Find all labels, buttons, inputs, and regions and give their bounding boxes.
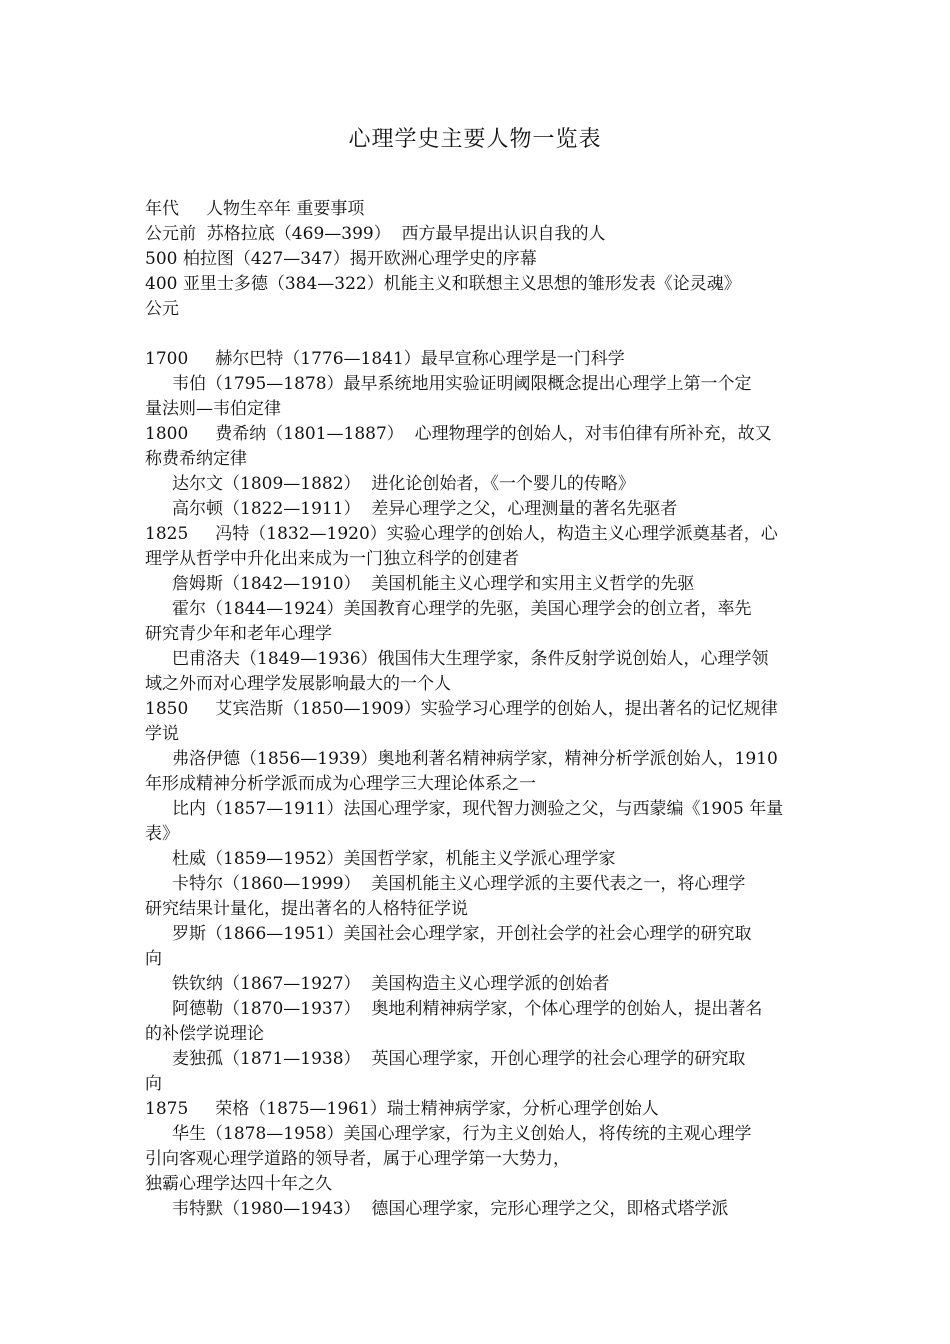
text-line: 弗洛伊德（1856—1939）奥地利著名精神病学家，精神分析学派创始人，1910 [145, 749, 778, 769]
text-line: 1825 冯特（1832—1920）实验心理学的创始人，构造主义心理学派奠基者，心 [145, 524, 778, 544]
document-body [145, 197, 808, 1222]
text-line: 研究结果计量化，提出著名的人格特征学说 [145, 899, 468, 919]
text-line: 韦伯（1795—1878）最早系统地用实验证明阈限概念提出心理学上第一个定 [145, 374, 752, 394]
text-line: 杜威（1859—1952）美国哲学家，机能主义学派心理学家 [145, 849, 616, 869]
text-line [145, 322, 808, 347]
text-line: 理学从哲学中升化出来成为一门独立科学的创建者 [145, 549, 519, 569]
text-line: 500 柏拉图（427—347）揭开欧洲心理学史的序幕 [145, 249, 537, 269]
text-line: 高尔顿（1822—1911） 差异心理学之父，心理测量的著名先驱者 [145, 499, 678, 519]
text-line: 1850 艾宾浩斯（1850—1909）实验学习心理学的创始人，提出著名的记忆规律 [145, 699, 778, 719]
text-line: 研究青少年和老年心理学 [145, 624, 332, 644]
text-line: 量法则—韦伯定律 [145, 399, 281, 419]
text-line: 韦特默（1980—1943） 德国心理学家，完形心理学之父，即格式塔学派 [145, 1199, 729, 1219]
text-line: 比内（1857—1911）法国心理学家，现代智力测验之父，与西蒙编《1905 年量 [145, 799, 784, 819]
text-line: 1875 荣格（1875—1961）瑞士精神病学家，分析心理学创始人 [145, 1099, 659, 1119]
text-line: 霍尔（1844—1924）美国教育心理学的先驱，美国心理学会的创立者，率先 [145, 599, 752, 619]
text-line: 学说 [145, 724, 179, 744]
text-line: 1800 费希纳（1801—1887） 心理物理学的创始人，对韦伯律有所补充，故又 [145, 424, 772, 444]
text-line: 阿德勒（1870—1937） 奥地利精神病学家，个体心理学的创始人，提出著名 [145, 999, 763, 1019]
text-line: 表》 [145, 824, 179, 844]
text-line: 达尔文（1809—1882） 进化论创始者，《一个婴儿的传略》 [145, 474, 635, 494]
text-line: 公元 [145, 299, 179, 319]
text-line: 1700 赫尔巴特（1776—1841）最早宣称心理学是一门科学 [145, 349, 625, 369]
text-line: 年形成精神分析学派而成为心理学三大理论体系之一 [145, 774, 536, 794]
text-line: 公元前 苏格拉底（469—399） 西方最早提出认识自我的人 [145, 224, 606, 244]
text-line: 年代 人物生卒年 重要事项 [145, 199, 365, 219]
text-line: 罗斯（1866—1951）美国社会心理学家，开创社会学的社会心理学的研究取 [145, 924, 752, 944]
document-title: 心理学史主要人物一览表 [348, 127, 602, 152]
text-line: 向 [145, 1074, 162, 1094]
text-line: 詹姆斯（1842—1910） 美国机能主义心理学和实用主义哲学的先驱 [145, 574, 695, 594]
text-line: 称费希纳定律 [145, 449, 247, 469]
text-line: 卡特尔（1860—1999） 美国机能主义心理学派的主要代表之一，将心理学 [145, 874, 746, 894]
text-line: 域之外而对心理学发展影响最大的一个人 [145, 674, 451, 694]
text-line: 的补偿学说理论 [145, 1024, 264, 1044]
text-line: 独霸心理学达四十年之久 [145, 1174, 332, 1194]
text-line: 麦独孤（1871—1938） 英国心理学家，开创心理学的社会心理学的研究取 [145, 1049, 746, 1069]
text-line: 巴甫洛夫（1849—1936）俄国伟大生理学家，条件反射学说创始人，心理学领 [145, 649, 769, 669]
text-line: 引向客观心理学道路的领导者，属于心理学第一大势力， [145, 1149, 570, 1169]
text-line: 铁钦纳（1867—1927） 美国构造主义心理学派的创始者 [145, 974, 610, 994]
text-line: 向 [145, 949, 162, 969]
text-line: 400 亚里士多德（384—322）机能主义和联想主义思想的雏形发表《论灵魂》 [145, 274, 741, 294]
text-line: 华生（1878—1958）美国心理学家，行为主义创始人，将传统的主观心理学 [145, 1124, 752, 1144]
